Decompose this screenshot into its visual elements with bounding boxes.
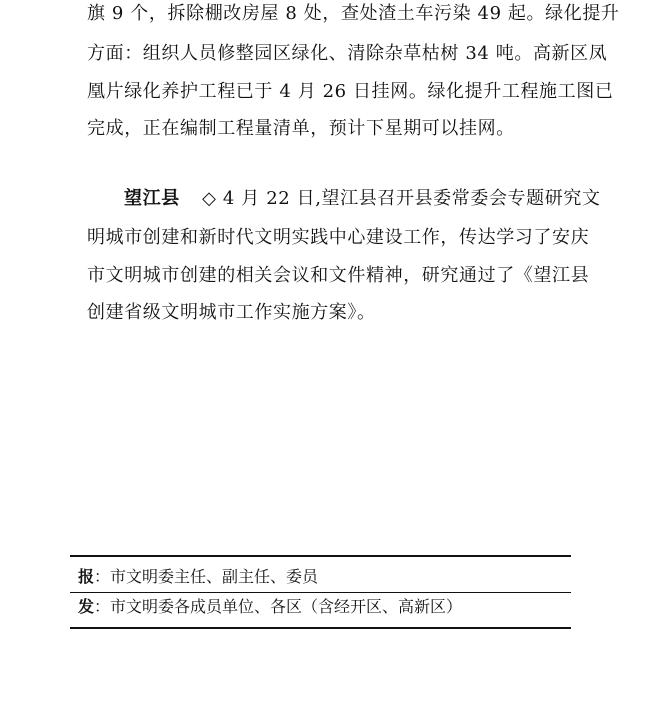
first-line-text: ◇ 4 月 22 日,望江县召开县委常委会专题研究文 bbox=[202, 188, 601, 209]
send-label: 发 bbox=[78, 597, 95, 616]
text-line: 凰片绿化养护工程已于 4 月 26 日挂网。绿化提升工程施工图已 bbox=[87, 81, 614, 102]
distribution-send-row bbox=[78, 596, 462, 618]
distribution-middle-rule bbox=[70, 592, 571, 593]
report-recipients: 市文明委主任、副主任、委员 bbox=[110, 567, 319, 586]
text-line: 明城市创建和新时代文明实践中心建设工作，传达学习了安庆 bbox=[87, 227, 590, 248]
distribution-bottom-rule bbox=[70, 627, 571, 629]
text-line: 创建省级文明城市工作实施方案》。 bbox=[87, 302, 376, 323]
send-colon: ： bbox=[94, 597, 111, 616]
text-line: 完成，正在编制工程量清单，预计下星期可以挂网。 bbox=[87, 118, 515, 139]
distribution-top-rule bbox=[70, 555, 571, 557]
report-colon: ： bbox=[94, 567, 111, 586]
text-line: 旗 9 个，拆除棚改房屋 8 处，查处渣土车污染 49 起。绿化提升 bbox=[87, 3, 620, 24]
text-line: 方面：组织人员修整园区绿化、清除杂草枯树 34 吨。高新区凤 bbox=[87, 43, 608, 64]
text-line: 市文明城市创建的相关会议和文件精神，研究通过了《望江县 bbox=[87, 265, 590, 286]
distribution-report-row bbox=[78, 566, 318, 588]
report-label: 报 bbox=[78, 567, 95, 586]
paragraph-first-line bbox=[124, 187, 601, 211]
county-lead: 望江县 bbox=[124, 188, 180, 209]
send-recipients: 市文明委各成员单位、各区（含经开区、高新区） bbox=[110, 597, 463, 616]
